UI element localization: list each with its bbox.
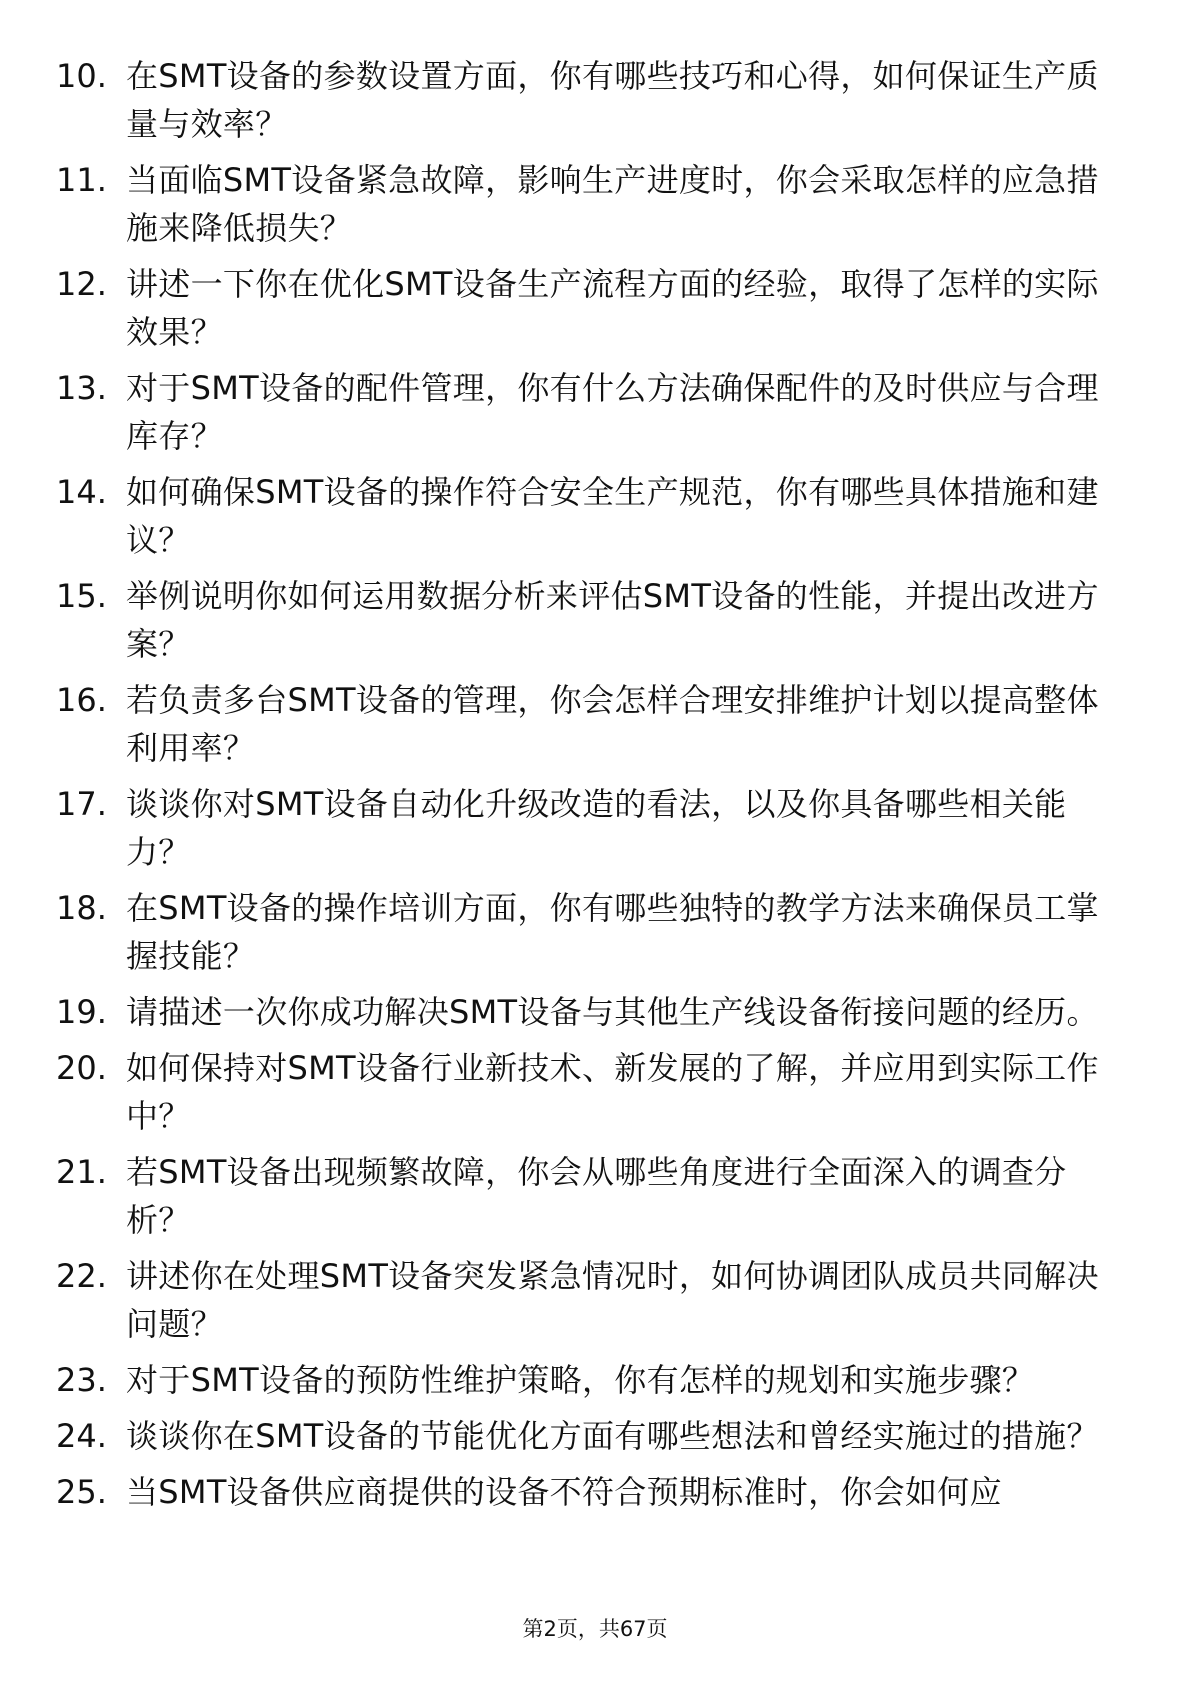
question-item: [56, 260, 1116, 356]
question-text: 在SMT设备的参数设置方面，你有哪些技巧和心得，如何保证生产质量与效率？: [126, 57, 1099, 143]
question-list: [56, 52, 1116, 1524]
question-item: [56, 1252, 1116, 1348]
question-text: 在SMT设备的操作培训方面，你有哪些独特的教学方法来确保员工掌握技能？: [126, 889, 1099, 975]
question-item: [56, 676, 1116, 772]
question-item: [56, 988, 1116, 1036]
question-number: 16.: [56, 681, 107, 719]
question-number: 23.: [56, 1361, 107, 1399]
question-number: 20.: [56, 1049, 107, 1087]
question-item: [56, 52, 1116, 148]
page-number-label: 第2页，共67页: [522, 1617, 668, 1641]
question-number: 12.: [56, 265, 107, 303]
question-item: [56, 1468, 1116, 1516]
question-item: [56, 156, 1116, 252]
question-number: 10.: [56, 57, 107, 95]
question-item: [56, 572, 1116, 668]
question-item: [56, 364, 1116, 460]
question-text: 如何保持对SMT设备行业新技术、新发展的了解，并应用到实际工作中？: [126, 1049, 1099, 1135]
question-text: 讲述一下你在优化SMT设备生产流程方面的经验，取得了怎样的实际效果？: [126, 265, 1099, 351]
question-text: 若SMT设备出现频繁故障，你会从哪些角度进行全面深入的调查分析？: [126, 1153, 1067, 1239]
question-text: 举例说明你如何运用数据分析来评估SMT设备的性能，并提出改进方案？: [126, 577, 1099, 663]
page-footer: [0, 1614, 1190, 1644]
question-number: 25.: [56, 1473, 107, 1511]
question-number: 24.: [56, 1417, 107, 1455]
question-number: 18.: [56, 889, 107, 927]
question-number: 14.: [56, 473, 107, 511]
question-number: 17.: [56, 785, 107, 823]
question-text: 若负责多台SMT设备的管理，你会怎样合理安排维护计划以提高整体利用率？: [126, 681, 1099, 767]
question-text: 当SMT设备供应商提供的设备不符合预期标准时，你会如何应: [126, 1473, 1002, 1511]
question-item: [56, 1412, 1116, 1460]
question-text: 谈谈你对SMT设备自动化升级改造的看法，以及你具备哪些相关能力？: [126, 785, 1067, 871]
question-item: [56, 468, 1116, 564]
question-number: 19.: [56, 993, 107, 1031]
question-text: 谈谈你在SMT设备的节能优化方面有哪些想法和曾经实施过的措施？: [126, 1417, 1099, 1455]
question-text: 对于SMT设备的预防性维护策略，你有怎样的规划和实施步骤？: [126, 1361, 1035, 1399]
question-number: 22.: [56, 1257, 107, 1295]
question-number: 21.: [56, 1153, 107, 1191]
question-number: 15.: [56, 577, 107, 615]
question-number: 13.: [56, 369, 107, 407]
question-number: 11.: [56, 161, 107, 199]
question-text: 当面临SMT设备紧急故障，影响生产进度时，你会采取怎样的应急措施来降低损失？: [126, 161, 1099, 247]
question-item: [56, 1148, 1116, 1244]
question-item: [56, 884, 1116, 980]
question-item: [56, 1356, 1116, 1404]
question-item: [56, 1044, 1116, 1140]
question-text: 讲述你在处理SMT设备突发紧急情况时，如何协调团队成员共同解决问题？: [126, 1257, 1099, 1343]
question-text: 如何确保SMT设备的操作符合安全生产规范，你有哪些具体措施和建议？: [126, 473, 1099, 559]
question-text: 请描述一次你成功解决SMT设备与其他生产线设备衔接问题的经历。: [126, 993, 1099, 1031]
question-item: [56, 780, 1116, 876]
question-text: 对于SMT设备的配件管理，你有什么方法确保配件的及时供应与合理库存？: [126, 369, 1099, 455]
